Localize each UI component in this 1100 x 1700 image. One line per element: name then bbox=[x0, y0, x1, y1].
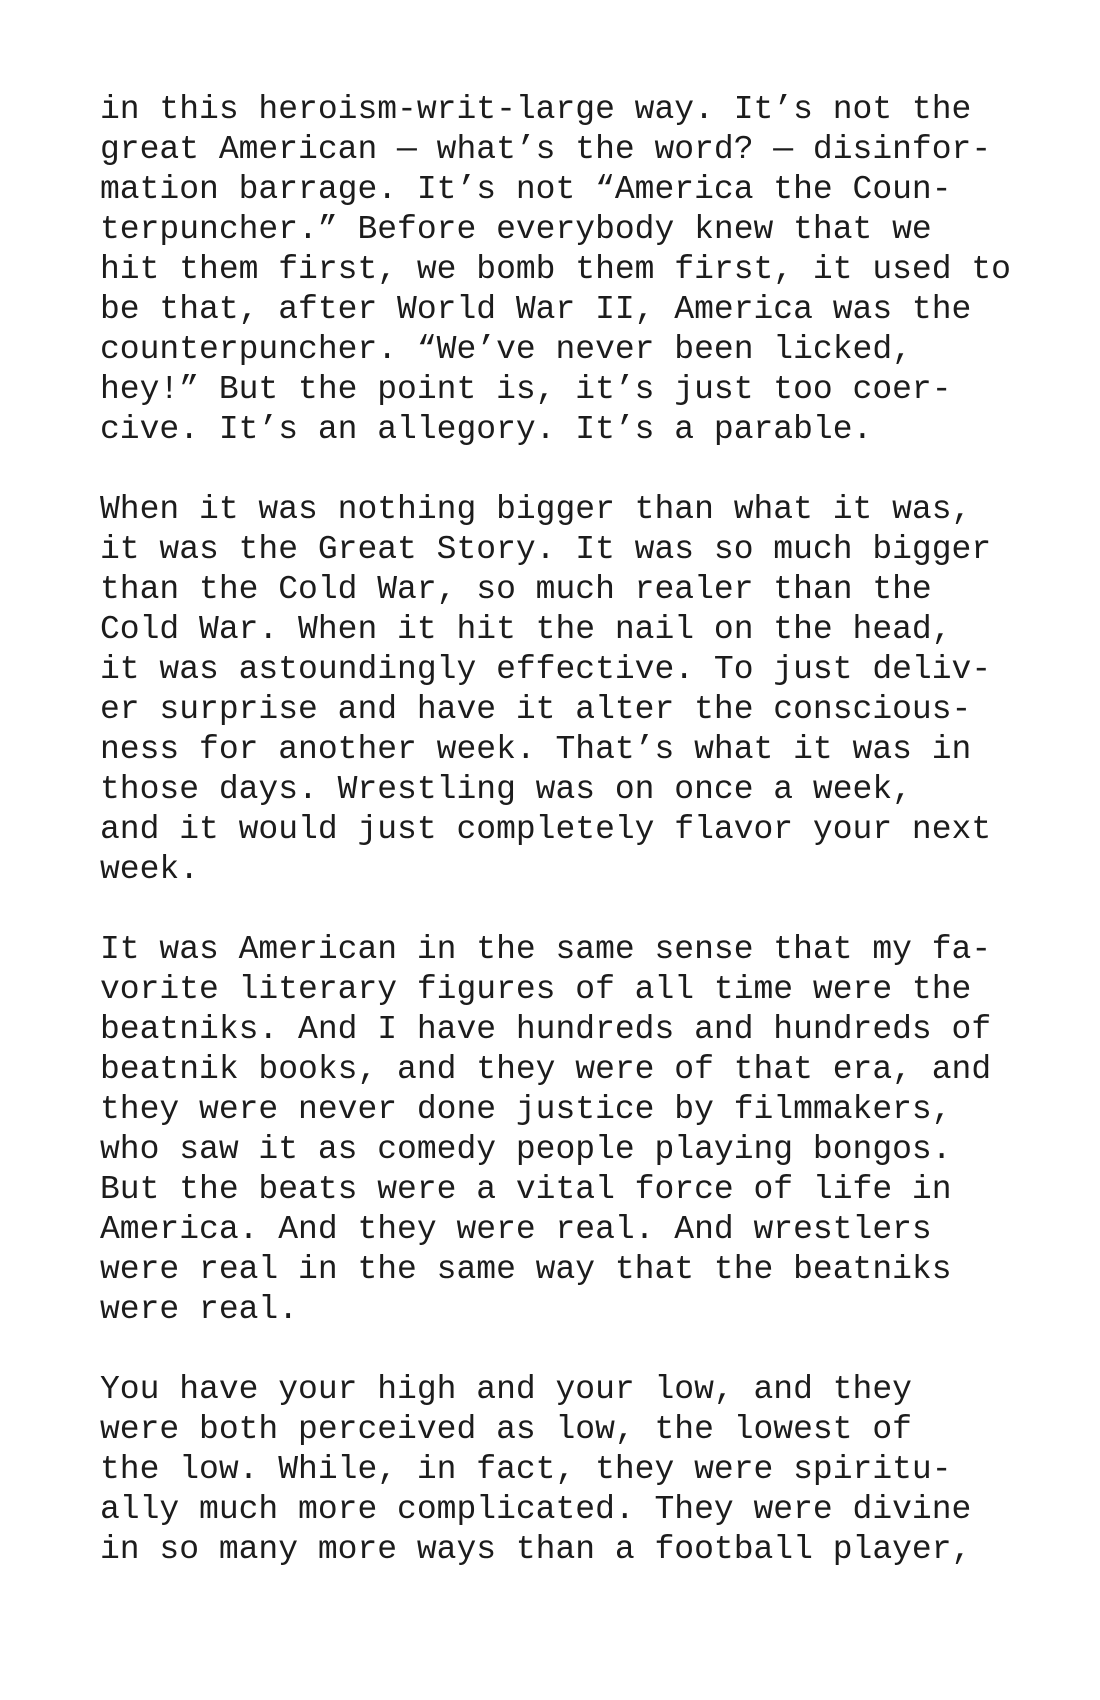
text-line: hit them first, we bomb them first, it used to bbox=[100, 251, 1011, 288]
text-line: the low. While, in fact, they were spiritu- bbox=[100, 1451, 952, 1488]
text-line: You have your high and your low, and they bbox=[100, 1371, 912, 1408]
text-line: they were never done justice by filmmakers, bbox=[100, 1091, 952, 1128]
text-line: be that, after World War II, America was the bbox=[100, 291, 972, 328]
body-text bbox=[100, 90, 1060, 1610]
text-line: counterpuncher. “We’ve never been licked, bbox=[100, 331, 912, 368]
text-line: it was astoundingly effective. To just deliv- bbox=[100, 651, 992, 688]
text-line: It was American in the same sense that my fa- bbox=[100, 931, 992, 968]
text-line: in so many more ways than a football player, bbox=[100, 1531, 972, 1568]
text-line: But the beats were a vital force of life in bbox=[100, 1171, 952, 1208]
text-line: week. bbox=[100, 851, 200, 888]
paragraph-3 bbox=[100, 930, 1060, 1330]
text-line: ness for another week. That’s what it was in bbox=[100, 731, 972, 768]
text-line: cive. It’s an allegory. It’s a parable. bbox=[100, 411, 873, 448]
text-line: in this heroism-writ-large way. It’s not the bbox=[100, 91, 972, 128]
paragraph-2 bbox=[100, 490, 1060, 890]
text-line: beatniks. And I have hundreds and hundreds of bbox=[100, 1011, 992, 1048]
text-line: who saw it as comedy people playing bongos. bbox=[100, 1131, 952, 1168]
text-line: mation barrage. It’s not “America the Coun- bbox=[100, 171, 952, 208]
text-line: Cold War. When it hit the nail on the head, bbox=[100, 611, 952, 648]
paragraph-1 bbox=[100, 90, 1060, 450]
text-line: those days. Wrestling was on once a week, bbox=[100, 771, 912, 808]
text-line: hey!” But the point is, it’s just too coer- bbox=[100, 371, 952, 408]
text-line: were both perceived as low, the lowest of bbox=[100, 1411, 912, 1448]
text-line: were real. bbox=[100, 1291, 299, 1328]
text-line: and it would just completely flavor your next bbox=[100, 811, 992, 848]
text-line: it was the Great Story. It was so much bigger bbox=[100, 531, 992, 568]
text-line: When it was nothing bigger than what it was, bbox=[100, 491, 972, 528]
text-line: great American — what’s the word? — disinfor- bbox=[100, 131, 992, 168]
text-line: America. And they were real. And wrestlers bbox=[100, 1211, 932, 1248]
text-line: beatnik books, and they were of that era, and bbox=[100, 1051, 992, 1088]
paragraph-4 bbox=[100, 1370, 1060, 1570]
text-line: than the Cold War, so much realer than the bbox=[100, 571, 932, 608]
text-line: vorite literary figures of all time were the bbox=[100, 971, 972, 1008]
text-line: ally much more complicated. They were divine bbox=[100, 1491, 972, 1528]
text-line: er surprise and have it alter the conscious- bbox=[100, 691, 972, 728]
text-line: were real in the same way that the beatniks bbox=[100, 1251, 952, 1288]
text-line: terpuncher.” Before everybody knew that we bbox=[100, 211, 932, 248]
